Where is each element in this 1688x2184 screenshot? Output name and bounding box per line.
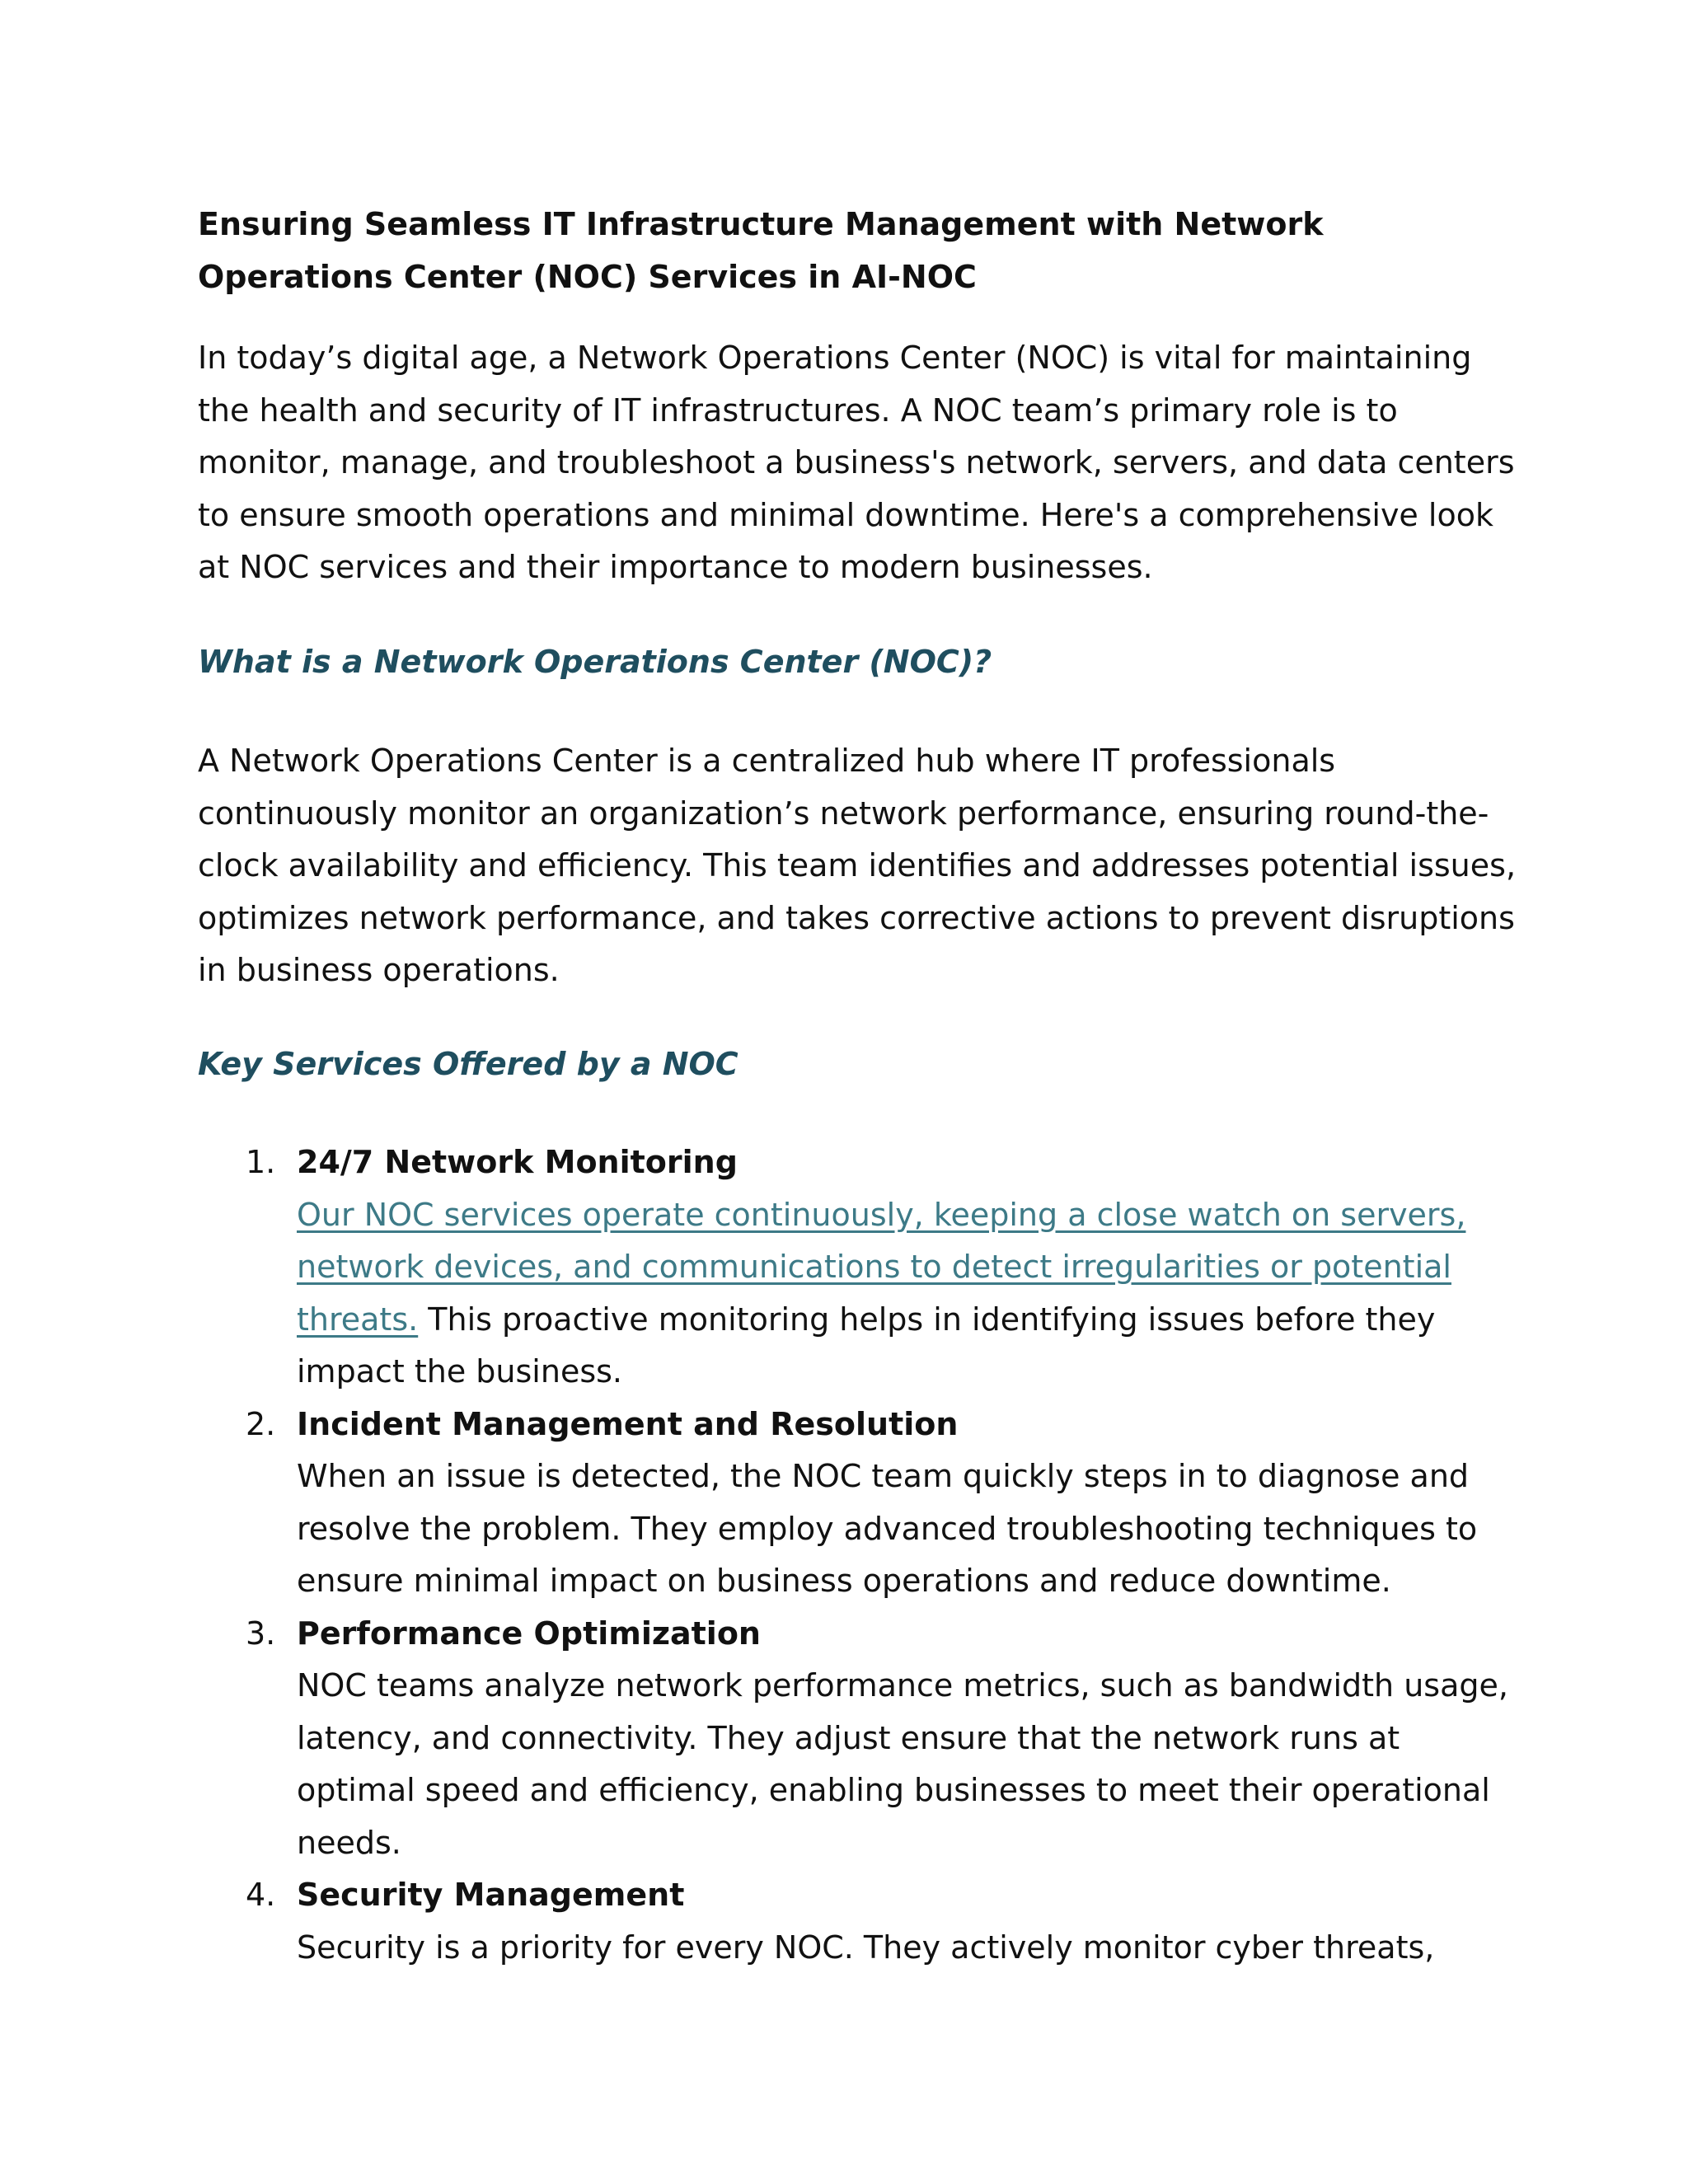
list-item	[198, 1137, 1517, 1399]
list-item	[198, 1608, 1517, 1870]
service-name: Incident Management and Resolution	[297, 1405, 959, 1442]
service-description: Security is a priority for every NOC. They actively monitor cyber threats,	[297, 1929, 1435, 1966]
service-name: Security Management	[297, 1877, 685, 1913]
intro-paragraph: In today’s digital age, a Network Operations Center (NOC) is vital for maintaining the health and security of IT infrastructures. A NOC team’s primary role is to monitor, manage, and troubleshoot a business's network, servers, and data centers to ensure smooth operations and minimal downtime. Here's a comprehensive look at NOC services and their importance to modern businesses.	[198, 340, 1515, 585]
service-name: 24/7 Network Monitoring	[297, 1144, 738, 1180]
list-item-number: 3.	[246, 1615, 276, 1652]
service-description-text: This proactive monitoring helps in identifying issues before they impact the business.	[297, 1301, 1436, 1390]
service-name: Performance Optimization	[297, 1615, 761, 1652]
document-title: Ensuring Seamless IT Infrastructure Management with Network Operations Center (NOC) Services in AI-NOC	[198, 206, 1324, 295]
definition-paragraph: A Network Operations Center is a centralized hub where IT professionals continuously monitor an organization’s network performance, ensuring round-the-clock availability and efficiency. This team identifies and addresses potential issues, optimizes network performance, and takes corrective actions to prevent disruptions in business operations.	[198, 743, 1517, 988]
list-item-number: 4.	[246, 1877, 276, 1913]
service-description: NOC teams analyze network performance metrics, such as bandwidth usage, latency, and connectivity. They adjust ensure that the network runs at optimal speed and efficiency, enabling businesses to meet their operational needs.	[297, 1667, 1508, 1861]
services-list	[198, 1137, 1517, 1974]
service-description: When an issue is detected, the NOC team quickly steps in to diagnose and resolve the problem. They employ advanced troubleshooting techniques to ensure minimal impact on business operations and reduce downtime.	[297, 1458, 1478, 1599]
list-item	[198, 1399, 1517, 1608]
section-heading-what-is-noc: What is a Network Operations Center (NOC)?	[198, 644, 992, 680]
list-item-number: 2.	[246, 1405, 276, 1442]
service-description	[297, 1189, 1517, 1399]
monitoring-link[interactable]: Our NOC services operate continuously, keeping a close watch on servers, network devices, and communications to detect irregularities or potential threats.	[297, 1196, 1466, 1338]
list-item	[198, 1869, 1517, 1974]
section-heading-key-services: Key Services Offered by a NOC	[198, 1046, 738, 1082]
list-item-number: 1.	[246, 1144, 276, 1180]
